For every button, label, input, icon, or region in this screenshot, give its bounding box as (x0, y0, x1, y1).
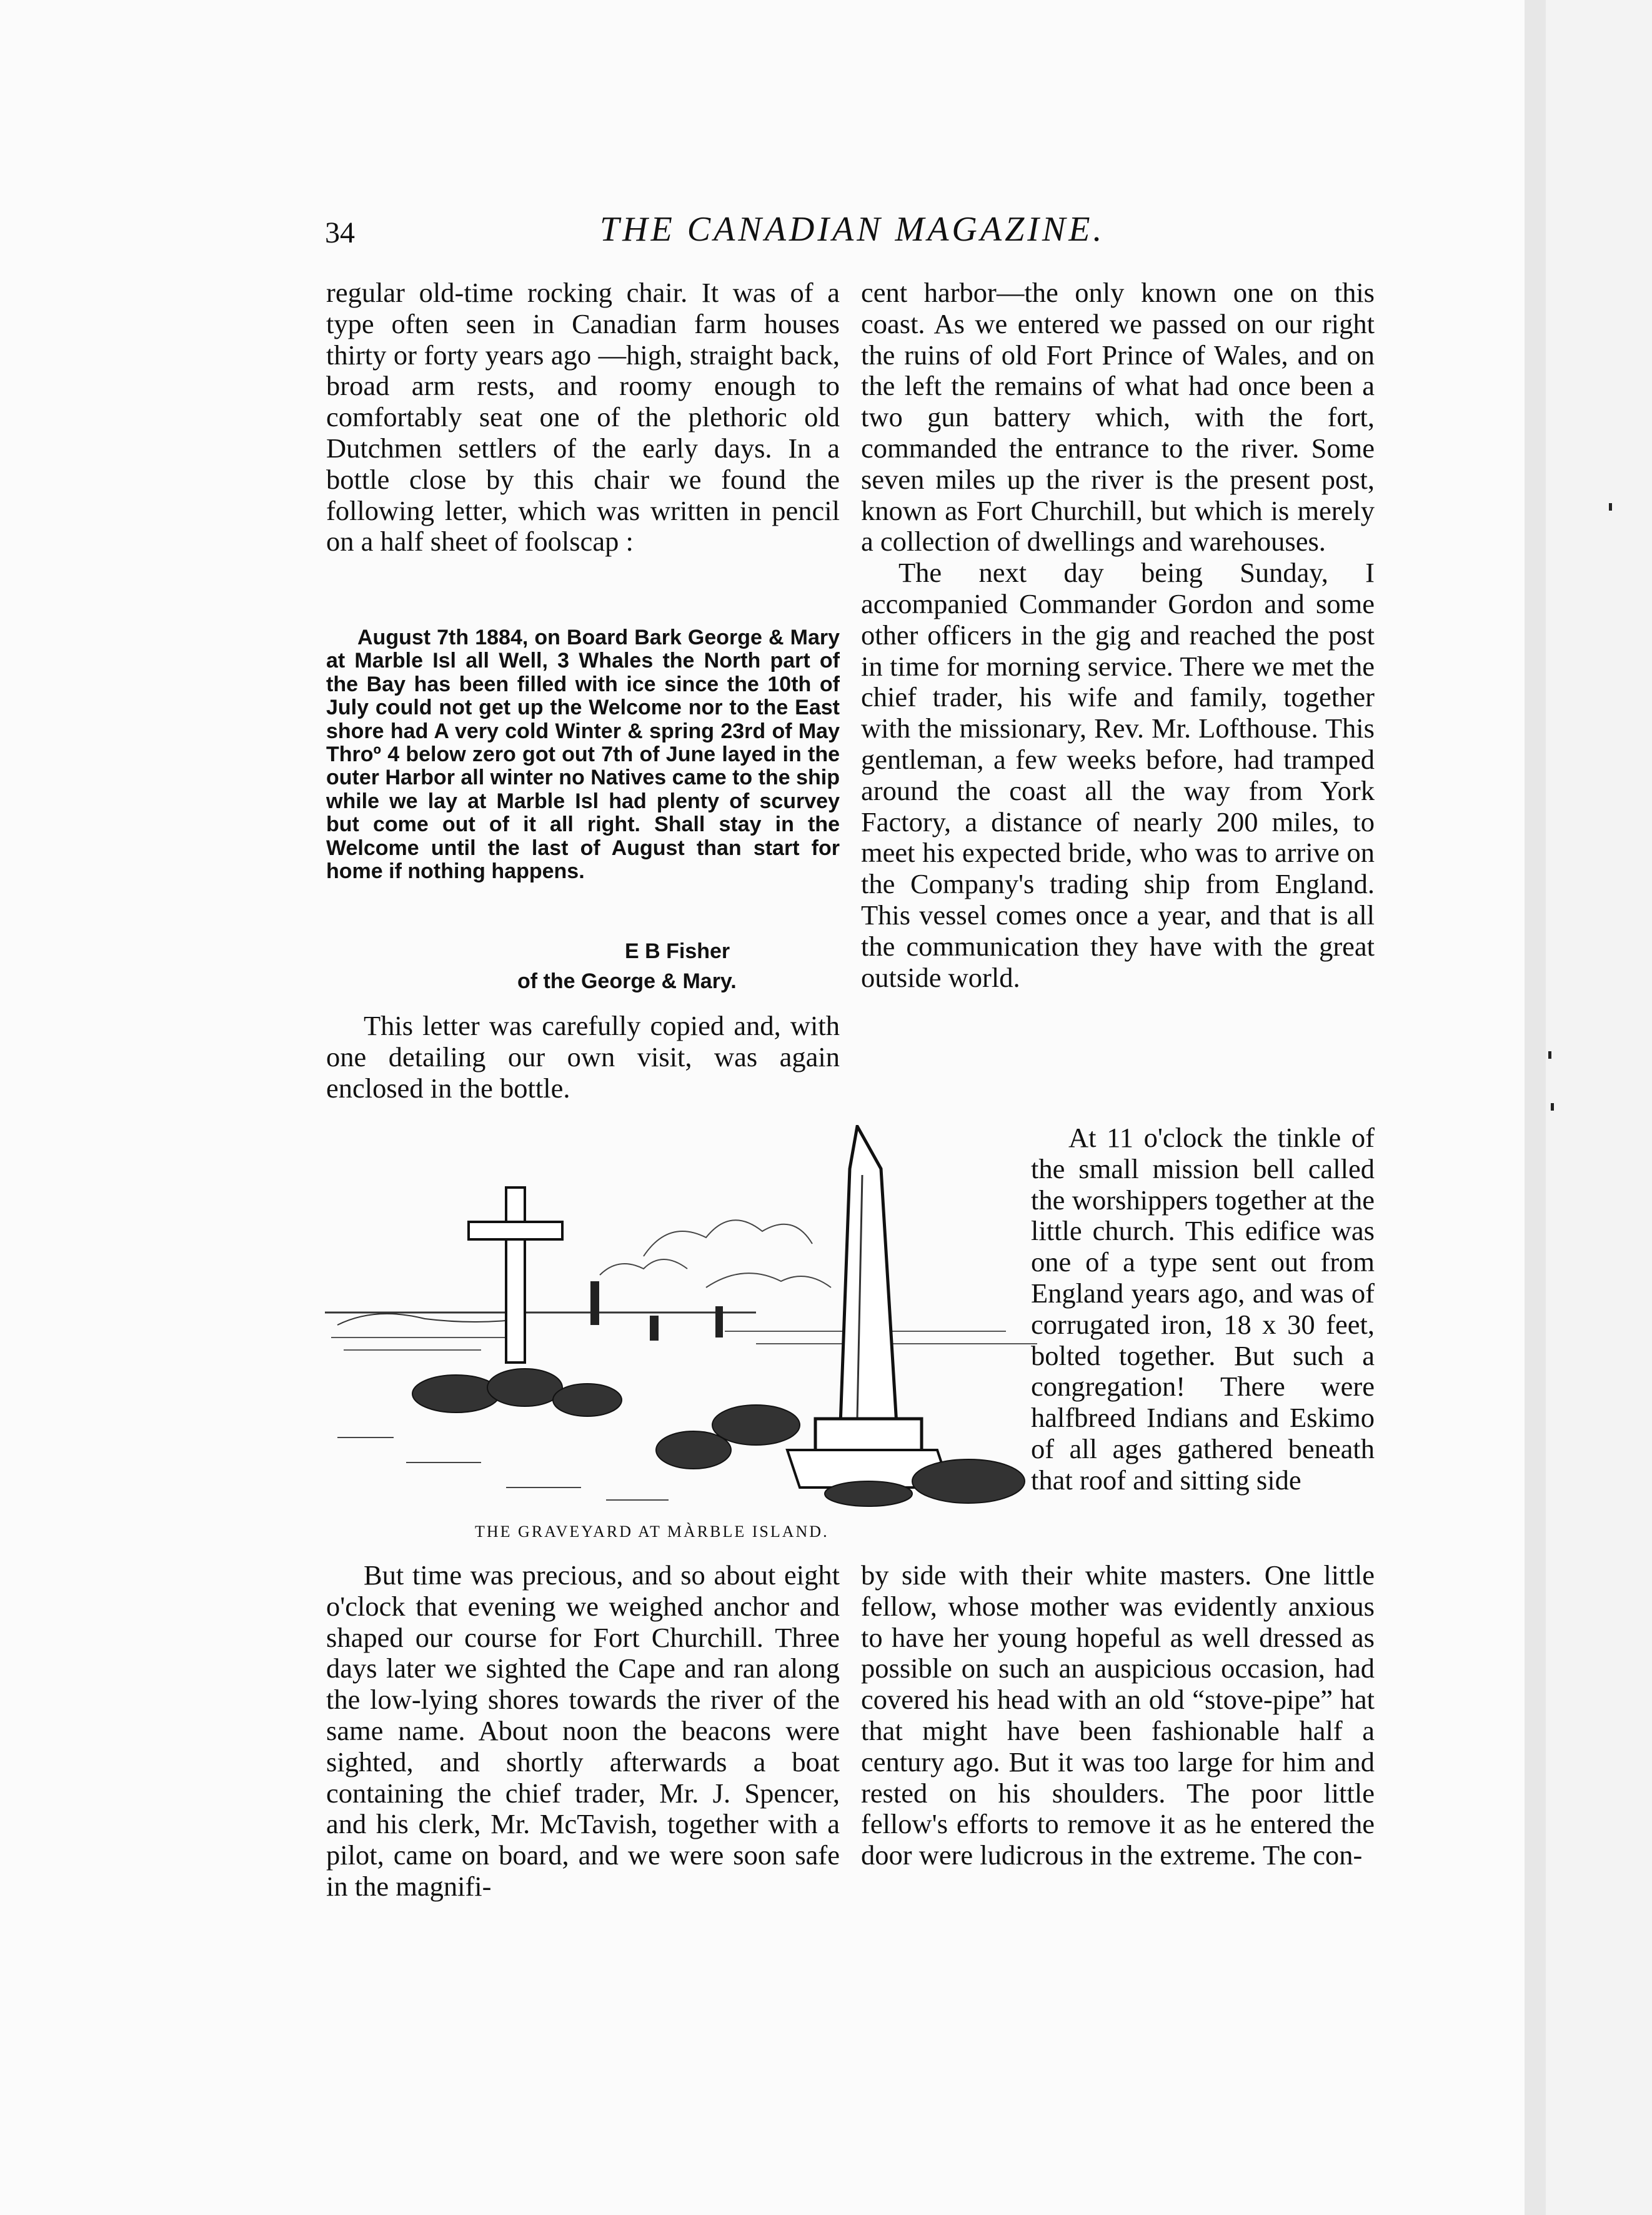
next-page-edge (1546, 0, 1652, 2215)
scan-speck (1551, 1103, 1554, 1111)
scan-speck (1548, 1051, 1551, 1059)
right-column-wrap-around-illustration (1031, 1122, 1375, 1496)
left-column-after-letter (326, 1011, 840, 1104)
paragraph: cent harbor—the only known one on this coast. As we entered we passed on our right the ruins of old Fort Prince of Wales, and on the left the remains of what had once been a two gun battery which, with the fort, commanded the entrance to the river. Some seven miles up the river is the present post, known as Fort Churchill, but which is merely a collection of dwellings and warehouses. (861, 277, 1375, 558)
bottle-letter (326, 605, 840, 904)
letter-signature-name: E B Fisher (625, 939, 730, 963)
running-title: THE CANADIAN MAGAZINE. (600, 210, 1105, 249)
paragraph: But time was precious, and so about eight o'clock that evening we weighed anchor and shaped our course for Fort Churchill. Three days later we sighted the Cape and ran along the low-lying shores towards the river of the same name. About noon the beacons were sighted, and shortly afterwards a boat containing the chief trader, Mr. J. Spencer, and his clerk, Mr. McTavish, together with a pilot, came on board, and we were soon safe in the magnifi- (326, 1559, 840, 1902)
right-column-bottom (861, 1560, 1375, 1871)
paragraph: by side with their white masters. One little fellow, whose mother was evidently anxious to have her young hopeful as well dressed as possible on such an auspicious occasion, had covered his head with an old “stove-pipe” hat that might have been fashionable half a century ago. But it was too large for him and rested on his shoulders. The poor little fellow's efforts to remove it as he entered the door were ludicrous in the extreme. The con- (861, 1559, 1375, 1871)
paragraph: regular old-time rocking chair. It was of a type often seen in Canadian farm houses thirty or forty years ago —high, straight back, broad arm rests, and roomy enough to comfortably seat one of the plethoric old Dutchmen settlers of the early days. In a bottle close by this chair we found the following letter, which was written in pencil on a half sheet of foolscap : (326, 277, 840, 558)
scan-speck (1609, 503, 1612, 511)
letter-body: August 7th 1884, on Board Bark George & Mary at Marble Isl all Well, 3 Whales the North part of the Bay has been filled with ice since the 10th of July could not get up the Welcome nor to the East shore had A very cold Winter & spring 23rd of May Throº 4 below zero got out 7th of June layed in the outer Harbor all winter no Natives came to the ship while we lay at Marble Isl had plenty of scurvey but come out of it all right. Shall stay in the Welcome until the last of August than start for home if nothing happens. (326, 626, 840, 884)
paragraph: The next day being Sunday, I accompanied Commander Gordon and some other officers in the gig and reached the post in time for morning service. There we met the chief trader, his wife and family, together with the missionary, Rev. Mr. Lofthouse. This gentleman, a few weeks before, had tramped around the coast all the way from York Factory, a distance of nearly 200 miles, to meet his expected bride, who was to arrive on the Company's trading ship from England. This vessel comes once a year, and that is all the communication they have with the great outside world. (861, 557, 1375, 993)
right-column-top (861, 278, 1375, 993)
paragraph: This letter was carefully copied and, with one detailing our own visit, was again enclosed in the bottle. (326, 1010, 840, 1104)
left-column-intro (326, 278, 840, 558)
page-number: 34 (325, 216, 355, 249)
letter-signature-ship: of the George & Mary. (517, 969, 737, 993)
left-column-bottom (326, 1560, 840, 1902)
paragraph: At 11 o'clock the tinkle of the small mission bell called the worshippers together at the little church. This edifice was one of a type sent out from England years ago, and was of corrugated iron, 18 x 30 feet, bolted together. But such a congregation! There were halfbreed Indians and Eskimo of all ages gathered beneath that roof and sitting side (1031, 1122, 1375, 1496)
page-spine (1525, 0, 1546, 2215)
graveyard-illustration (319, 1125, 1043, 1512)
illustration-caption: THE GRAVEYARD AT MÀRBLE ISLAND. (475, 1522, 829, 1541)
